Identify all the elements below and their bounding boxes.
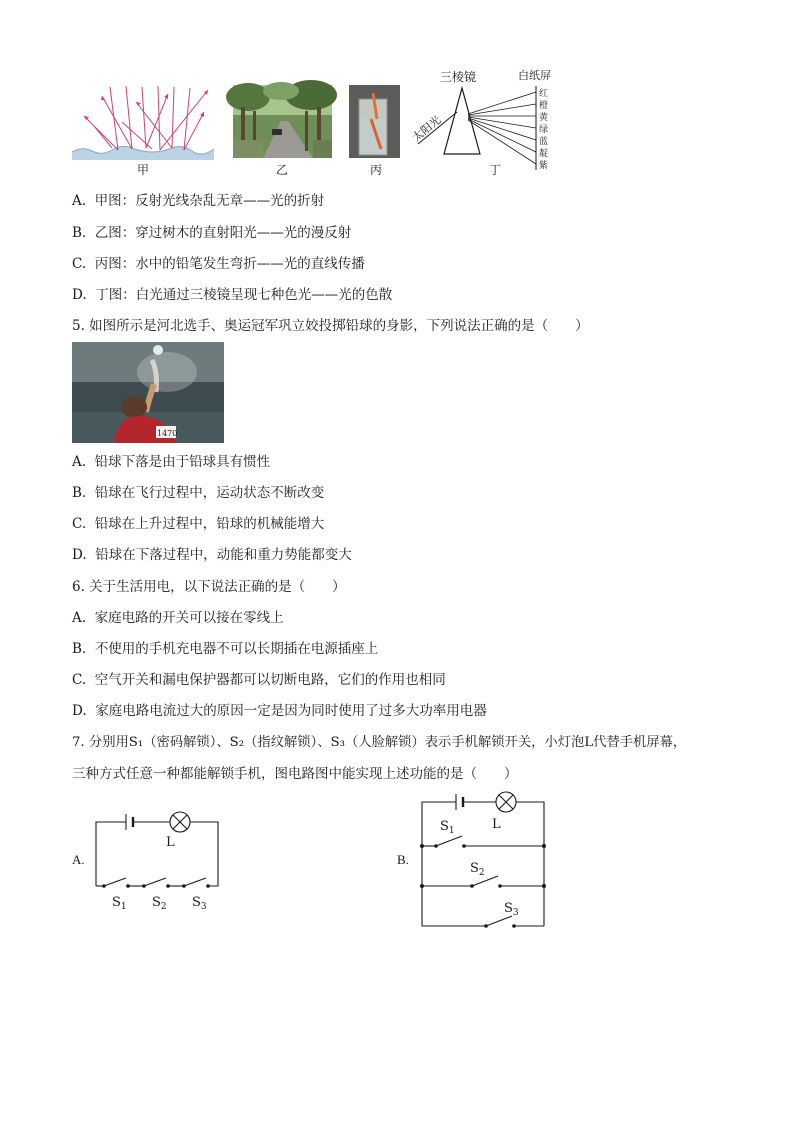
- q5-option-b: B. 铅球在飞行过程中，运动状态不断改变: [72, 485, 325, 501]
- screen-label: 白纸屏: [518, 69, 551, 82]
- prism-label: 三棱镜: [440, 70, 477, 84]
- photo-yi: [233, 85, 332, 158]
- caption-ding: 丁: [488, 163, 501, 177]
- circuit-a-s1: $S_1$: [112, 895, 127, 912]
- circuit-b-s2: $S_2$: [470, 861, 485, 878]
- circuit-b: [412, 786, 552, 932]
- q6-stem: 6. 关于生活用电，以下说法正确的是（ ）: [72, 579, 346, 595]
- color-violet: 紫: [539, 161, 549, 171]
- caption-bing: 丙: [369, 163, 382, 177]
- q4-option-d: D. 丁图：白光通过三棱镜呈现七种色光——光的色散: [72, 287, 393, 303]
- color-green: 绿: [539, 125, 549, 135]
- sunlight-label: 太阳光: [409, 113, 444, 145]
- circuit-b-s3: $S_3$: [504, 901, 519, 918]
- circuit-b-label: B.: [397, 852, 409, 867]
- q6-option-b: B. 不使用的手机充电器不可以长期插在电源插座上: [72, 641, 379, 657]
- color-blue: 蓝: [539, 137, 549, 147]
- color-indigo: 靛: [539, 149, 549, 159]
- photo-bing: [349, 85, 400, 158]
- caption-jia: 甲: [136, 163, 149, 177]
- photo-shot-put: [72, 342, 224, 443]
- q7-stem-line2: 三种方式任意一种都能解锁手机，图电路图中能实现上述功能的是（ ）: [72, 766, 518, 782]
- circuit-b-s1: $S_1$: [440, 819, 455, 836]
- q6-option-a: A. 家庭电路的开关可以接在零线上: [72, 610, 284, 626]
- q6-option-d: D. 家庭电路电流过大的原因一定是因为同时使用了过多大功率用电器: [72, 703, 487, 719]
- figure-jia: [72, 82, 214, 160]
- q5-stem: 5. 如图所示是河北选手、奥运冠军巩立姣投掷铅球的身影，下列说法正确的是（ ）: [72, 318, 589, 334]
- caption-yi: 乙: [275, 163, 288, 177]
- color-yellow: 黄: [539, 113, 549, 123]
- q5-option-a: A. 铅球下落是由于铅球具有惯性: [72, 454, 271, 470]
- figure-ding: [409, 66, 560, 178]
- circuit-a-lamp-label: L: [166, 835, 175, 850]
- q6-option-c: C. 空气开关和漏电保护器都可以切断电路，它们的作用也相同: [72, 672, 446, 688]
- q4-option-b: B. 乙图：穿过树木的直射阳光——光的漫反射: [72, 225, 352, 241]
- color-orange: 橙: [539, 101, 549, 111]
- color-red: 红: [539, 89, 549, 99]
- q5-option-c: C. 铅球在上升过程中，铅球的机械能增大: [72, 516, 325, 532]
- q4-option-a: A. 甲图：反射光线杂乱无章——光的折射: [72, 193, 325, 209]
- circuit-a-label: A.: [72, 852, 85, 867]
- circuit-a: [86, 800, 226, 920]
- photo-bib-number: 1470: [157, 429, 178, 438]
- q4-option-c: C. 丙图：水中的铅笔发生弯折——光的直线传播: [72, 256, 365, 272]
- q7-stem-line1: 7. 分别用S₁（密码解锁）、S₂（指纹解锁）、S₃（人脸解锁）表示手机解锁开关，小灯泡L代替手机屏幕，: [72, 735, 687, 750]
- q5-option-d: D. 铅球在下落过程中，动能和重力势能都变大: [72, 547, 352, 563]
- circuit-a-s3: $S_3$: [192, 895, 207, 912]
- circuit-a-s2: $S_2$: [152, 895, 167, 912]
- circuit-b-lamp-label: L: [492, 817, 501, 832]
